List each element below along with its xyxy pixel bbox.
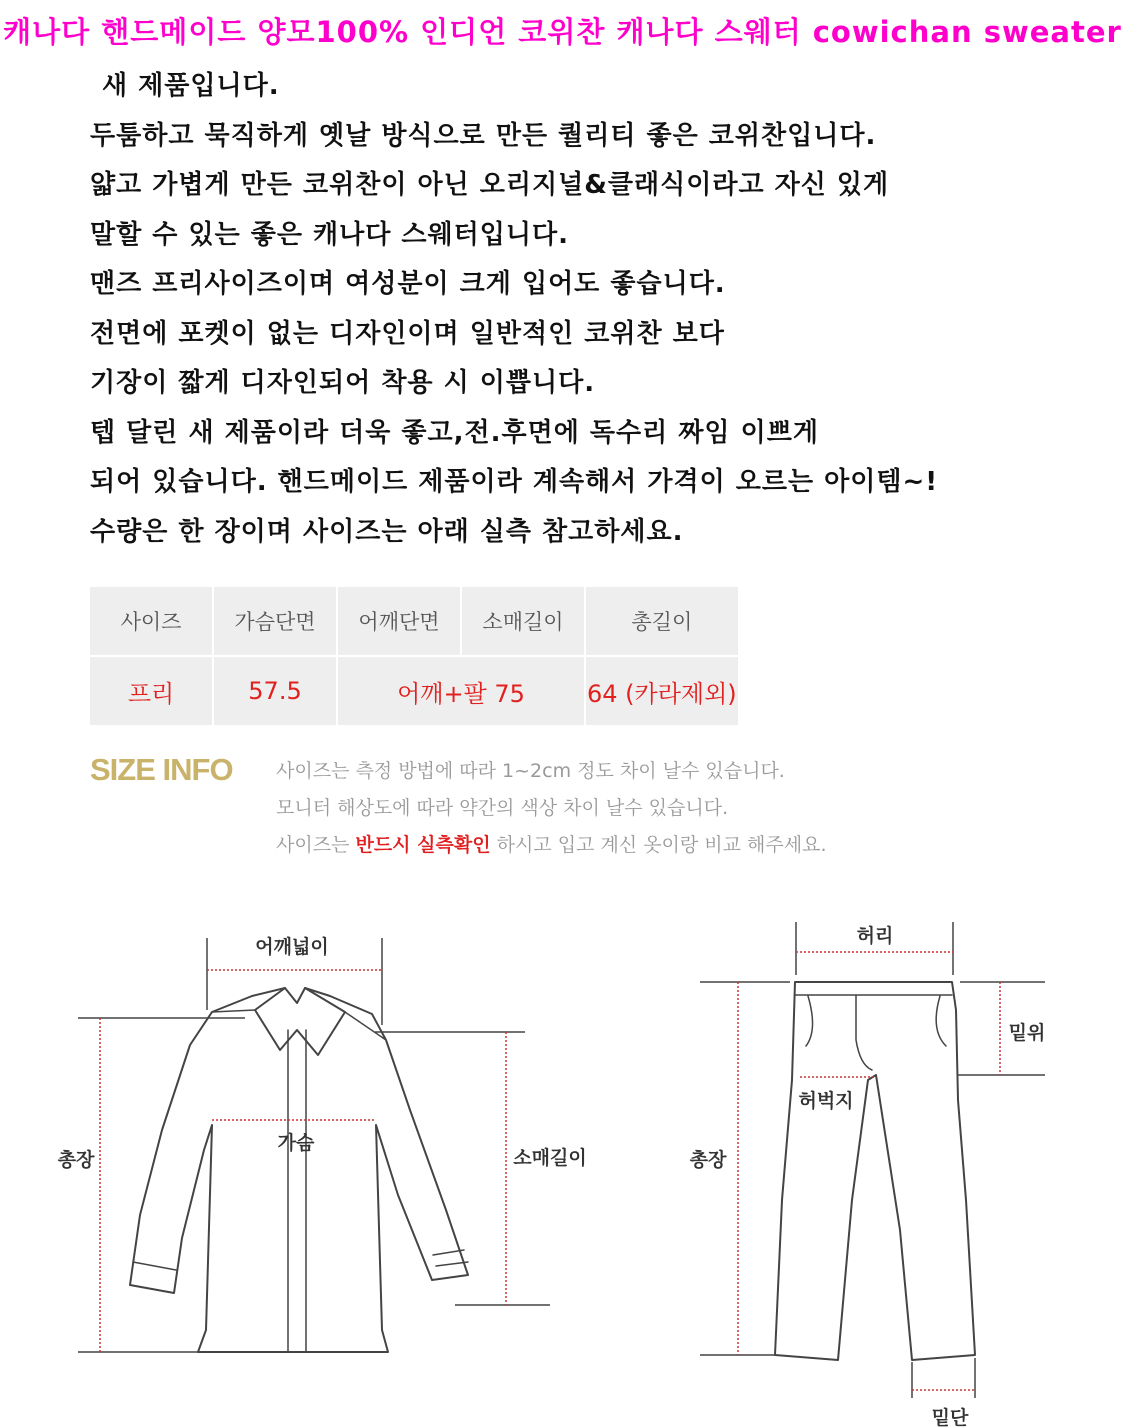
size-note: 사이즈는 측정 방법에 따라 1~2cm 정도 차이 날수 있습니다. (276, 760, 785, 782)
shirt-total-length-label: 총장 (57, 1149, 95, 1171)
size-note: 모니터 해상도에 따라 약간의 색상 차이 날수 있습니다. (276, 797, 729, 819)
shoulder-sleeve-value-cell: 어깨+팔 75 (338, 657, 584, 725)
pants-diagram (775, 982, 975, 1360)
description-line: 전면에 포켓이 없는 디자인이며 일반적인 코위찬 보다 (90, 318, 725, 349)
shoulder-width-label: 어깨넓이 (255, 936, 329, 958)
length-header-cell: 총길이 (586, 587, 738, 655)
measurement-diagram (0, 900, 1125, 1428)
size-header-cell: 사이즈 (90, 587, 212, 655)
size-info-title: SIZE INFO (90, 752, 233, 787)
description-line: 되어 있습니다. 핸드메이드 제품이라 계속해서 가격이 오르는 아이템~! (90, 467, 939, 497)
shirt-outline (130, 988, 468, 1352)
pants-outline (775, 982, 975, 1360)
description-line: 수량은 한 장이며 사이즈는 아래 실측 참고하세요. (90, 516, 684, 547)
product-description (90, 62, 1090, 557)
shirt-placket (288, 1030, 306, 1352)
size-table-value-row (90, 657, 738, 725)
sleeve-length-label: 소매길이 (513, 1147, 587, 1169)
description-line: 맨즈 프리사이즈이며 여성분이 크게 입어도 좋습니다. (90, 269, 726, 299)
description-line: 말할 수 있는 좋은 캐나다 스웨터입니다. (90, 219, 569, 250)
size-note-highlight: 반드시 실측확인 (355, 834, 491, 856)
length-value-cell: 64 (카라제외) (586, 657, 738, 725)
waist-label: 허리 (856, 925, 894, 947)
size-table (88, 585, 740, 727)
pants-total-length-label: 총장 (689, 1149, 727, 1171)
hem-label: 밑단 (931, 1407, 969, 1428)
size-note-suffix: 하시고 입고 계신 옷이랑 비교 해주세요. (490, 834, 827, 856)
description-line: 새 제품입니다. (102, 71, 280, 101)
thigh-label: 허벅지 (798, 1090, 854, 1112)
size-info-notes (276, 758, 827, 869)
page-title: 캐나다 핸드메이드 양모100% 인디언 코위찬 캐나다 스웨터 cowichan sweater (3, 15, 1122, 49)
chest-header-cell: 가슴단면 (214, 587, 336, 655)
pants-measure-lines (700, 922, 1045, 1398)
pants-pockets (806, 996, 946, 1046)
shirt-diagram (130, 988, 468, 1352)
sleeve-header-cell: 소매길이 (462, 587, 584, 655)
chest-value-cell: 57.5 (214, 657, 336, 725)
shirt-yoke (212, 1010, 386, 1040)
shirt-collar (255, 988, 345, 1055)
size-value-cell: 프리 (90, 657, 212, 725)
description-line: 텝 달린 새 제품이라 더욱 좋고,전.후면에 독수리 짜임 이쁘게 (90, 417, 819, 448)
shoulder-header-cell: 어깨단면 (338, 587, 460, 655)
description-line: 기장이 짧게 디자인되어 착용 시 이쁩니다. (90, 368, 596, 398)
size-table-header-row (90, 587, 738, 655)
size-note-prefix: 사이즈는 (276, 834, 356, 856)
description-line: 얇고 가볍게 만든 코위찬이 아닌 오리지널&클래식이라고 자신 있게 (90, 170, 890, 200)
rise-label: 밑위 (1008, 1022, 1046, 1044)
size-note (276, 832, 827, 869)
description-line: 두툼하고 묵직하게 옛날 방식으로 만든 퀄리티 좋은 코위찬입니다. (90, 120, 877, 151)
chest-label: 가슴 (277, 1132, 315, 1154)
pants-fly (856, 995, 872, 1070)
